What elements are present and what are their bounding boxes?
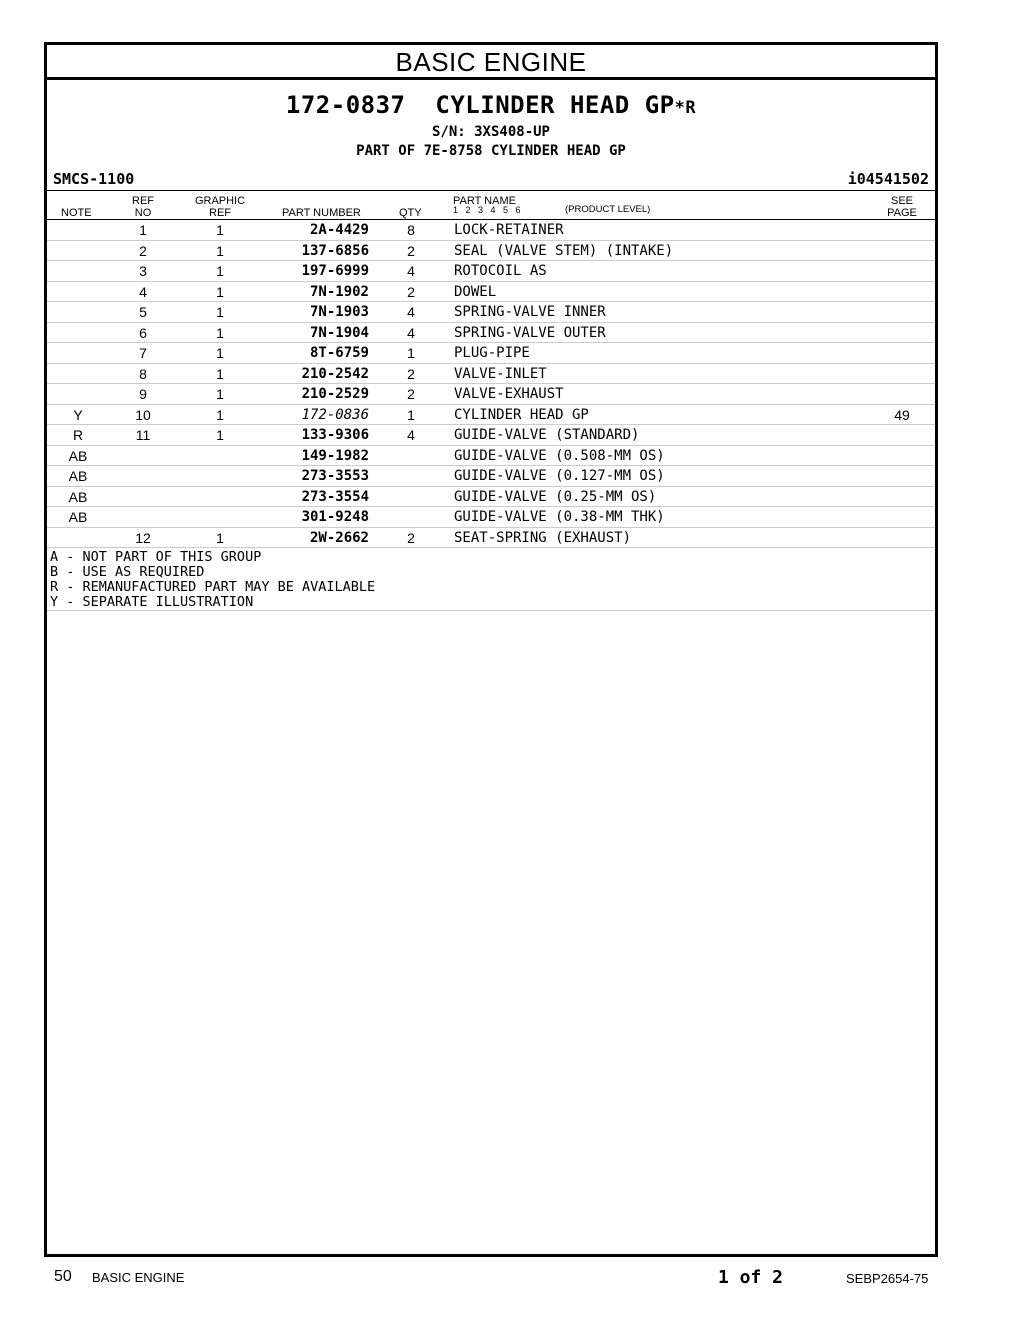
graphic-ref-cell: 1 — [216, 283, 224, 300]
note-cell: AB — [68, 509, 88, 525]
col-part-name-header: PART NAME — [453, 195, 516, 207]
part-number-cell: 7N-1903 — [309, 304, 369, 320]
part-name-cell: VALVE-EXHAUST — [454, 386, 564, 402]
part-name-cell: GUIDE-VALVE (0.38-MM THK) — [454, 509, 665, 525]
note-cell: Y — [73, 406, 83, 423]
part-number-cell: 273-3554 — [301, 488, 369, 505]
part-number-cell: 7N-1902 — [309, 283, 369, 300]
ref-no-cell: 1 — [139, 222, 147, 238]
note-cell: AB — [68, 447, 88, 464]
note-line: Y - SEPARATE ILLUSTRATION — [50, 594, 254, 610]
part-number-cell: 7N-1904 — [309, 324, 369, 341]
part-name-cell: LOCK-RETAINER — [454, 222, 564, 238]
table-row — [47, 507, 935, 528]
qty-cell: 2 — [407, 529, 415, 546]
graphic-ref-cell: 1 — [216, 345, 224, 361]
table-row — [47, 425, 935, 446]
part-number-cell: 2W-2662 — [309, 529, 369, 546]
note-cell: AB — [68, 488, 88, 505]
qty-cell: 2 — [407, 242, 415, 259]
table-header — [47, 191, 935, 220]
qty-cell: 2 — [407, 365, 415, 382]
table-row — [47, 343, 935, 364]
qty-cell: 2 — [407, 386, 415, 402]
footer-section: BASIC ENGINE — [92, 1270, 185, 1285]
group-suffix: *R — [674, 98, 697, 118]
table-row — [47, 405, 935, 426]
part-number-cell: 197-6999 — [301, 263, 369, 279]
table-row — [47, 220, 935, 241]
graphic-ref-cell: 1 — [216, 386, 224, 402]
ref-no-cell: 9 — [139, 386, 147, 402]
illustration-id: i04541502 — [847, 170, 929, 188]
graphic-ref-cell: 1 — [216, 427, 224, 443]
qty-cell: 4 — [407, 263, 415, 279]
col-see-header-bottom: PAGE — [887, 207, 917, 219]
graphic-ref-cell: 1 — [216, 242, 224, 259]
smcs-code: SMCS-1100 — [53, 170, 135, 188]
ref-no-cell: 10 — [135, 406, 151, 423]
part-number-cell: 210-2542 — [301, 365, 369, 382]
ref-no-cell: 8 — [139, 365, 147, 382]
ref-no-cell: 12 — [135, 529, 151, 546]
group-title — [47, 91, 935, 122]
qty-cell: 4 — [407, 304, 415, 320]
part-name-cell: ROTOCOIL AS — [454, 263, 547, 279]
part-name-cell: SEAT-SPRING (EXHAUST) — [454, 529, 632, 546]
table-row — [47, 446, 935, 467]
col-see-header-top: SEE — [890, 195, 913, 207]
graphic-ref-cell: 1 — [216, 529, 224, 546]
part-name-cell: CYLINDER HEAD GP — [454, 406, 589, 423]
part-name-cell: GUIDE-VALVE (0.508-MM OS) — [454, 447, 665, 464]
graphic-ref-cell: 1 — [216, 304, 224, 320]
part-name-cell: GUIDE-VALVE (0.127-MM OS) — [454, 468, 665, 484]
ref-no-cell: 11 — [135, 427, 151, 443]
note-cell: R — [72, 427, 84, 443]
part-number-cell: 8T-6759 — [309, 345, 369, 361]
graphic-ref-cell: 1 — [216, 365, 224, 382]
part-of-text: PART OF 7E-8758 CYLINDER HEAD GP — [356, 143, 626, 159]
part-number-cell: 2A-4429 — [309, 222, 369, 238]
table-row — [47, 282, 935, 303]
page-number: 50 — [54, 1268, 72, 1285]
table-row — [47, 466, 935, 487]
col-part-number-header: PART NUMBER — [282, 207, 361, 219]
table-row — [47, 384, 935, 405]
part-name-cell: SEAL (VALVE STEM) (INTAKE) — [454, 242, 674, 259]
col-qty-header: QTY — [399, 207, 422, 219]
graphic-ref-cell: 1 — [216, 406, 224, 423]
part-number-cell: 149-1982 — [301, 447, 369, 464]
ref-no-cell: 2 — [139, 242, 147, 259]
group-number: 172-0837 — [285, 91, 406, 119]
qty-cell: 1 — [407, 345, 415, 361]
part-name-cell: GUIDE-VALVE (0.25-MM OS) — [454, 488, 657, 505]
group-header — [47, 91, 935, 160]
parts-table-body — [47, 220, 935, 548]
ref-no-cell: 5 — [139, 304, 147, 320]
notes-legend — [47, 548, 935, 611]
graphic-ref-cell: 1 — [216, 222, 224, 238]
part-number-cell: 301-9248 — [301, 509, 369, 525]
part-number-cell: 273-3553 — [301, 468, 369, 484]
note-line: B - USE AS REQUIRED — [50, 564, 205, 580]
part-number-cell: 172-0836 — [301, 406, 369, 423]
ref-no-cell: 4 — [139, 283, 147, 300]
qty-cell: 8 — [407, 222, 415, 238]
col-graphic-header-top: GRAPHIC — [194, 195, 246, 207]
ref-no-cell: 6 — [139, 324, 147, 341]
page-footer — [0, 1266, 1020, 1290]
part-name-cell: VALVE-INLET — [454, 365, 547, 382]
page-of: 1 of 2 — [718, 1267, 784, 1288]
qty-cell: 2 — [407, 283, 415, 300]
table-row — [47, 364, 935, 385]
table-row — [47, 302, 935, 323]
note-cell: AB — [68, 468, 88, 484]
note-line: A - NOT PART OF THIS GROUP — [50, 549, 262, 565]
table-row — [47, 261, 935, 282]
part-name-cell: DOWEL — [454, 283, 497, 300]
part-number-cell: 137-6856 — [301, 242, 369, 259]
col-level-numbers: 1 2 3 4 5 6 — [453, 205, 521, 215]
col-product-level: (PRODUCT LEVEL) — [565, 204, 651, 215]
graphic-ref-cell: 1 — [216, 263, 224, 279]
part-name-cell: PLUG-PIPE — [454, 345, 530, 361]
table-row — [47, 323, 935, 344]
table-row — [47, 241, 935, 262]
qty-cell: 4 — [407, 324, 415, 341]
note-line: R - REMANUFACTURED PART MAY BE AVAILABLE — [50, 579, 376, 595]
col-note-header: NOTE — [61, 207, 92, 219]
see-page-cell: 49 — [894, 406, 910, 423]
graphic-ref-cell: 1 — [216, 324, 224, 341]
serial-range: S/N: 3XS408-UP — [431, 124, 550, 140]
qty-cell: 4 — [407, 427, 415, 443]
ref-no-cell: 7 — [139, 345, 147, 361]
id-row — [47, 168, 935, 191]
group-name: CYLINDER HEAD GP — [435, 91, 675, 119]
document-id: SEBP2654-75 — [846, 1271, 929, 1286]
part-number-cell: 133-9306 — [301, 427, 369, 443]
table-row — [47, 487, 935, 508]
table-row — [47, 528, 935, 549]
col-ref-header-bottom: NO — [134, 207, 152, 219]
part-name-cell: SPRING-VALVE OUTER — [454, 324, 606, 341]
ref-no-cell: 3 — [139, 263, 147, 279]
qty-cell: 1 — [407, 406, 415, 423]
parts-page-frame — [44, 42, 938, 1257]
col-graphic-header-bottom: REF — [209, 207, 231, 219]
col-ref-header-top: REF — [132, 195, 154, 207]
section-title: BASIC ENGINE — [47, 45, 935, 80]
part-name-cell: SPRING-VALVE INNER — [454, 304, 606, 320]
part-number-cell: 210-2529 — [301, 386, 369, 402]
part-name-cell: GUIDE-VALVE (STANDARD) — [454, 427, 640, 443]
